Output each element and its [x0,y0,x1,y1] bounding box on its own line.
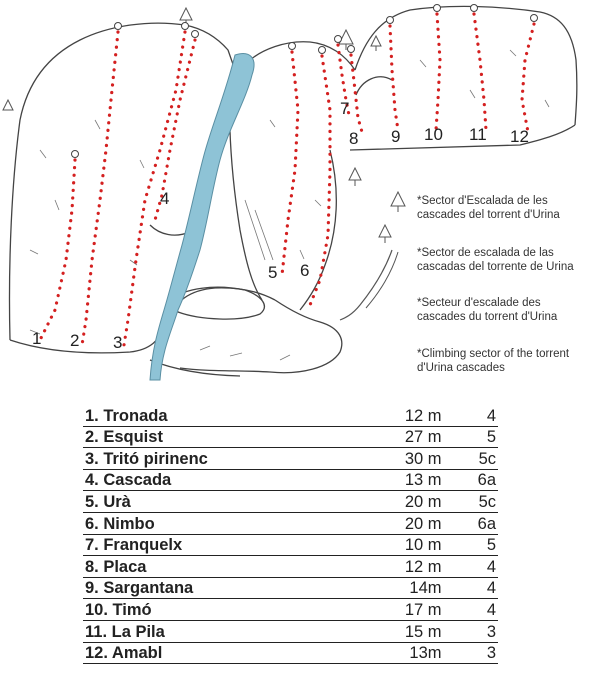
route-grade: 5c [442,448,498,470]
anchor-ring-icon [387,17,394,24]
table-row [83,534,498,556]
table-row [83,512,498,534]
anchor-ring-icon [115,23,122,30]
route-label-1: 1 [32,329,42,348]
anchor-ring-icon [192,31,199,38]
route-label-8: 8 [349,129,359,148]
route-name: 4. Cascada [83,469,333,491]
route-line-11 [474,14,486,130]
table-row [83,599,498,621]
route-length: 27 m [333,426,442,448]
route-name: 10. Timó [83,599,333,621]
route-length: 17 m [333,599,442,621]
route-grade: 6a [442,512,498,534]
route-grade: 5 [442,534,498,556]
route-name: 3. Tritó pirinenc [83,448,333,470]
table-row [83,556,498,578]
route-line-12 [522,24,534,132]
route-line-6 [310,56,330,305]
route-grade: 4 [442,556,498,578]
route-length: 13m [333,642,442,664]
route-name: 8. Placa [83,556,333,578]
trail-edge [366,252,398,308]
route-length: 14m [333,577,442,599]
route-label-11: 11 [469,125,487,144]
route-grade: 3 [442,620,498,642]
route-name: 12. Amabl [83,642,333,664]
routes-table [83,405,498,664]
route-length: 12 m [333,556,442,578]
route-grade: 4 [442,405,498,426]
route-length: 20 m [333,512,442,534]
route-line-1 [40,160,75,340]
table-row [83,469,498,491]
table-row [83,448,498,470]
anchor-ring-icon [471,5,478,12]
table-row [83,405,498,426]
anchor-ring-icon [289,43,296,50]
route-grade: 5 [442,426,498,448]
route-line-2 [82,32,118,345]
route-label-4: 4 [160,189,170,208]
table-row [83,577,498,599]
route-length: 15 m [333,620,442,642]
route-label-3: 3 [113,333,123,352]
route-label-12: 12 [510,127,529,146]
route-length: 12 m [333,405,442,426]
route-length: 30 m [333,448,442,470]
route-line-5 [282,52,298,275]
route-length: 20 m [333,491,442,513]
anchor-ring-icon [72,151,79,158]
route-name: 7. Franquelx [83,534,333,556]
route-label-9: 9 [391,127,401,146]
route-label-10: 10 [424,125,443,144]
table-row [83,642,498,664]
caption-french: *Secteur d'escalade des cascades du torrent d'Urina [417,297,558,323]
route-length: 13 m [333,469,442,491]
route-length: 10 m [333,534,442,556]
route-name: 6. Nimbo [83,512,333,534]
anchor-ring-icon [335,36,342,43]
route-grade: 6a [442,469,498,491]
route-grade: 4 [442,577,498,599]
trail [340,250,392,320]
route-line-9 [390,26,398,130]
caption-catalan: *Sector d'Escalada de les cascades del torrent d'Urina [417,195,560,221]
route-label-7: 7 [340,99,350,118]
anchor-ring-icon [434,5,441,12]
route-name: 5. Urà [83,491,333,513]
route-name: 9. Sargantana [83,577,333,599]
route-name: 2. Esquist [83,426,333,448]
anchor-ring-icon [182,23,189,30]
table-row [83,491,498,513]
table-row [83,426,498,448]
route-grade: 5c [442,491,498,513]
route-line-10 [436,14,440,130]
caption-english: *Climbing sector of the torrent d'Urina cascades [417,348,570,374]
route-grade: 4 [442,599,498,621]
route-label-6: 6 [300,261,310,280]
caption-spanish: *Sector de escalada de las cascadas del torrente de Urina [417,247,574,273]
anchor-ring-icon [531,15,538,22]
route-name: 11. La Pila [83,620,333,642]
table-row [83,620,498,642]
anchor-ring-icon [348,46,355,53]
route-label-5: 5 [268,263,278,282]
route-name: 1. Tronada [83,405,333,426]
anchor-ring-icon [319,47,326,54]
route-label-2: 2 [70,331,80,350]
route-grade: 3 [442,642,498,664]
